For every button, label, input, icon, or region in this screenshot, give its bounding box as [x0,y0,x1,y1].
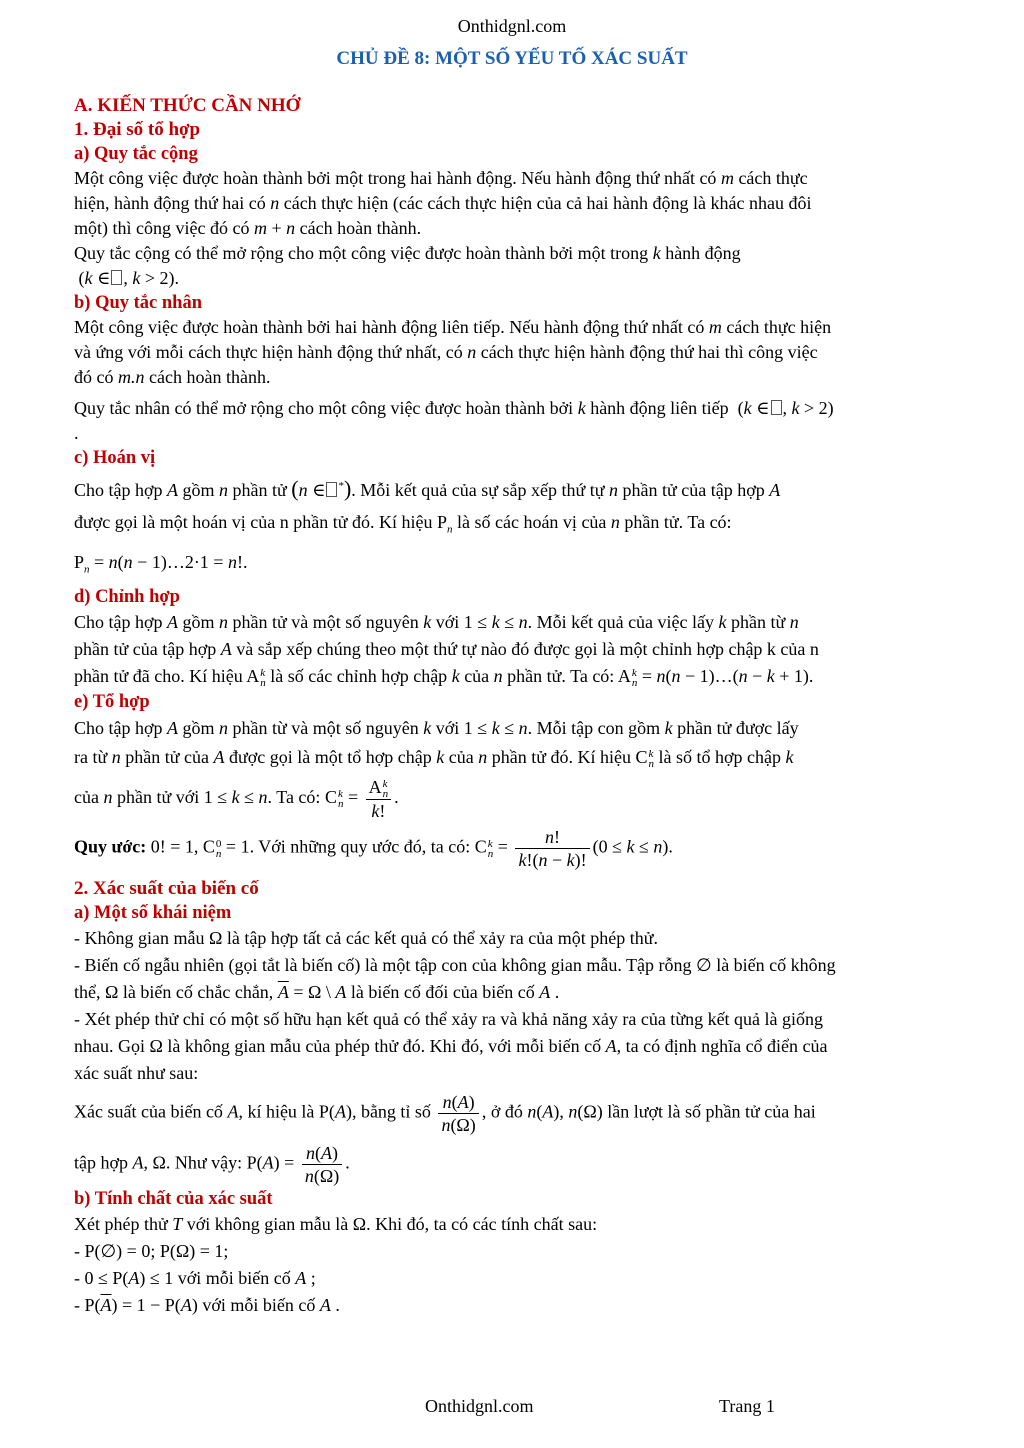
properties-heading: b) Tính chất của xác suất [74,1189,273,1210]
probability-formula: tập hợp A, Ω. Như vậy: P(A) = $\frac{n(A)}{n(\Omega)}$ . [74,1143,350,1187]
section-a-heading: A. KIẾN THỨC CẦN NHỚ [74,95,301,116]
convention-line: Quy ước: 0! = 1, C 0 n = 1. Với những quy ước đó, ta có: C k n = $\frac{n!}{k!(n - k)!}$ (0 ≤ k ≤ n). [74,827,673,871]
concepts-paragraph: - Không gian mẫu Ω là tập hợp tất cả các kết quả có thể xảy ra của một phép thử. - Biến cố ngẫu nhiên (gọi tắt là biến cố) là một tập con của không gian mẫu. Tập rỗng ∅ là biến cố không thể, Ω là biến cố chắc chắn, $\overline{A} = \Omega$ \ A là biến cố đối của biến cố A . - Xét phép thử chỉ có một số hữu hạn kết quả có thể xảy ra và khả năng xảy ra của từng kết quả là giống nhau. Gọi Ω là không gian mẫu của phép thử đó. Khi đó, với mỗi biến cố A, ta có định nghĩa cổ điển của xác suất như sau: [74,928,836,1084]
rule-sum-extension: Quy tắc cộng có thể mở rộng cho một công việc được hoàn thành bởi một trong k hành động (k ∈ , k > 2). [74,243,741,288]
part2-heading: 2. Xác suất của biến cố [74,878,259,900]
rule-sum-paragraph: Một công việc được hoàn thành bởi một trong hai hành động. Nếu hành động thứ nhất có m cách thực hiện, hành động thứ hai có n cách thực hiện (các cách thực hiện của cả hai hành động là khác nhau đôi một) thì công việc đó có m + n cách hoàn thành. [74,168,812,238]
rule-product-extension: Quy tắc nhân có thể mở rộng cho một công việc được hoàn thành bởi k hành động liên tiếp (k ∈ , k > 2) . [74,398,834,443]
document-body [74,94,954,1319]
arrangement-heading: d) Chỉnh hợp [74,587,180,608]
rule-product-paragraph: Một công việc được hoàn thành bởi hai hành động liên tiếp. Nếu hành động thứ nhất có m cách thực hiện và ứng với mỗi cách thực hiện hành động thứ nhất, có n cách thực hiện hành động thứ hai thì công việc đó có m.n cách hoàn thành. [74,317,832,387]
footer-site: Onthidgnl.com [425,1396,534,1416]
probability-definition: Xác suất của biến cố A, kí hiệu là P(A), bằng tỉ số $\frac{n(A)}{n(\Omega)}$ , ở đó n(A), n(Ω) lần lượt là số phần tử của hai [74,1092,816,1136]
combination-heading: e) Tổ hợp [74,692,150,713]
page-number: Trang 1 [719,1396,775,1416]
permutation-paragraph: Cho tập hợp A gồm n phần tử (n ∈ *). Mỗi kết quả của sự sắp xếp thứ tự n phần tử của tập hợp A được gọi là một hoán vị của n phần tử đó. Kí hiệu $P_n$ là số các hoán vị của n phần tử. Ta có: $P_n = n(n$ − 1)…2·1 = n!. [74,476,781,576]
combination-formula: của n phần tử với 1 ≤ k ≤ n. Ta có: C k n = A k n k! . [74,777,399,822]
permutation-heading: c) Hoán vị [74,448,156,468]
rule-product-heading: b) Quy tắc nhân [74,293,202,313]
rule-sum-heading: a) Quy tắc cộng [74,144,198,164]
concepts-heading: a) Một số khái niệm [74,903,232,924]
properties-paragraph: Xét phép thử T với không gian mẫu là Ω. Khi đó, ta có các tính chất sau: - P(∅) = 0; P(Ω) = 1; - 0 ≤ P(A) ≤ 1 với mỗi biến cố A ; - $P(\overline{A}) = 1 - P(A)$ với mỗi biến cố A . [74,1214,598,1316]
page-header: Onthidgnl.com [457,16,567,36]
combination-paragraph: Cho tập hợp A gồm n phần từ và một số nguyên k với 1 ≤ k ≤ n. Mỗi tập con gồm k phần tử được lấy ra từ n phần tử của A được gọi là một tổ hợp chập k của n phần tử đó. Kí hiệu C k n là số tổ hợp chập k [74,718,799,771]
part1-heading: 1. Đại số tổ hợp [74,119,201,140]
document-title: CHỦ ĐỀ 8: MỘT SỐ YẾU TỐ XÁC SUẤT [336,48,688,69]
arrangement-paragraph: Cho tập hợp A gồm n phần tử và một số nguyên k với 1 ≤ k ≤ n. Mỗi kết quả của việc lấy k phần từ n phần tử của tập hợp A và sắp xếp chúng theo một thứ tự nào đó được gọi là một chỉnh hợp chập k của n phần tử đã cho. Kí hiệu A k n là số các chỉnh hợp chập k của n phần tử. Ta có: A k n = n(n − 1)…(n − k + 1). [74,612,819,690]
